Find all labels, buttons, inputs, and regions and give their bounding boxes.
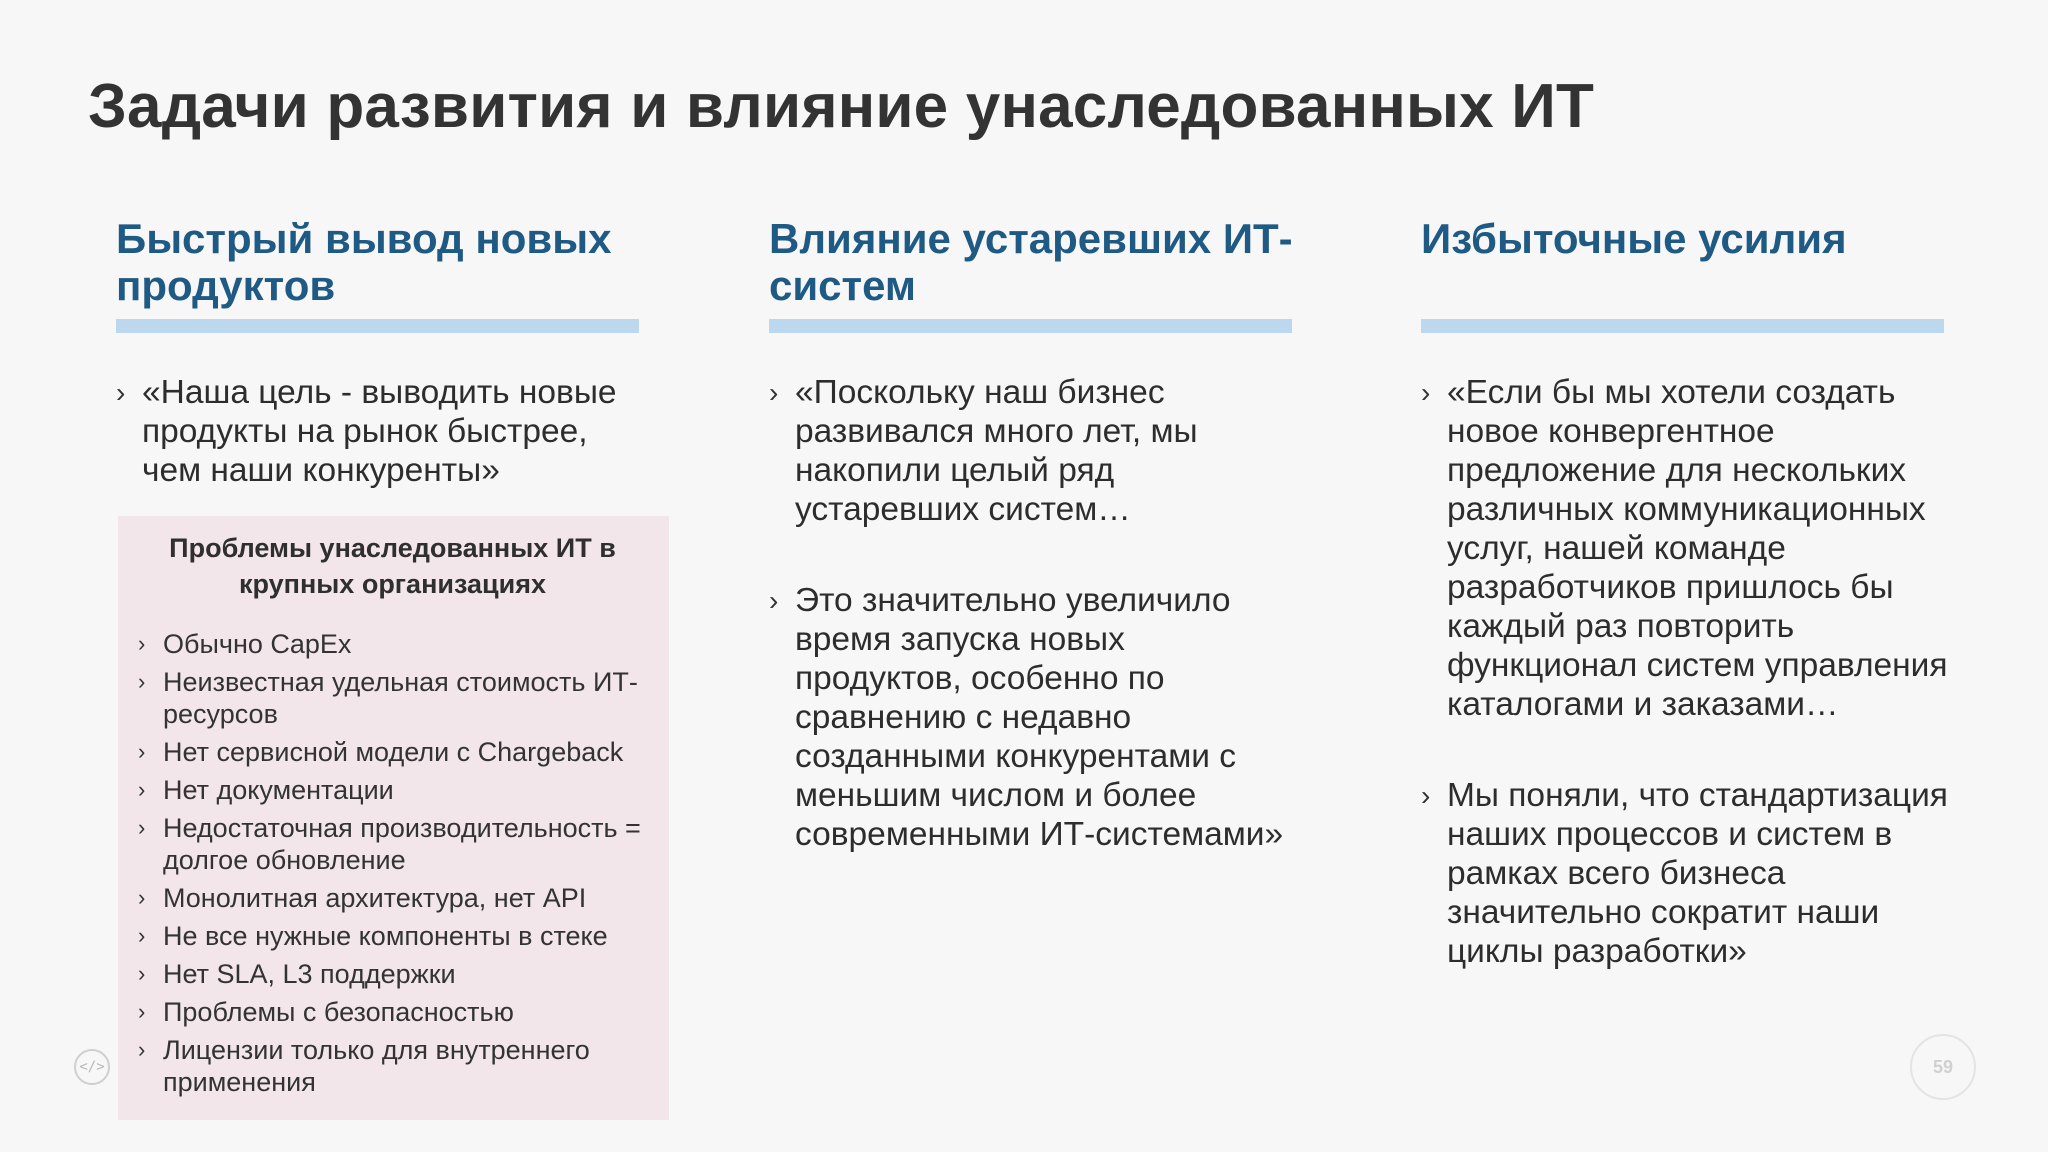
problem-item: [138, 628, 647, 660]
bullet-text: «Поскольку наш бизнес развивался много лет, мы накопили целый ряд устаревших систем…: [795, 374, 1198, 528]
chevron-right-icon: ›: [138, 999, 146, 1024]
bullet-item: [1421, 776, 1951, 971]
problem-text: Нет документации: [163, 775, 394, 805]
bullet-text: «Если бы мы хотели создать новое конвергентное предложение для нескольких различных коммуникационных услуг, нашей команде разработчиков пришлось бы каждый раз повторить функционал систем управления каталогами и заказами…: [1447, 374, 1948, 723]
bullet-list: [116, 373, 646, 490]
problem-text: Неизвестная удельная стоимость ИТ-ресурсов: [163, 667, 638, 729]
chevron-right-icon: ›: [138, 923, 146, 948]
chevron-right-icon: ›: [138, 631, 146, 656]
chevron-right-icon: ›: [138, 669, 146, 694]
column-heading: Влияние устаревших ИТ-систем: [769, 215, 1293, 309]
page-number: 59: [1910, 1034, 1976, 1100]
bullet-list: [1421, 373, 1951, 971]
problem-item: [138, 736, 647, 768]
chevron-right-icon: ›: [138, 739, 146, 764]
code-brackets-icon: </>: [74, 1049, 110, 1085]
problem-item: [138, 958, 647, 990]
bullet-text: Мы поняли, что стандартизация наших процессов и систем в рамках всего бизнеса значительно сократит наши циклы разработки»: [1447, 777, 1948, 970]
column-heading: Быстрый вывод новых продуктов: [116, 215, 612, 309]
chevron-right-icon: ›: [138, 777, 146, 802]
problem-item: [138, 920, 647, 952]
heading-underline: [769, 319, 1292, 333]
bullet-item: [769, 373, 1299, 529]
chevron-right-icon: ›: [1421, 780, 1431, 811]
problem-box-title: Проблемы унаследованных ИТ в крупных организациях: [169, 533, 616, 599]
column-redundant-effort: [1421, 215, 1951, 971]
problem-text: Монолитная архитектура, нет API: [163, 883, 587, 913]
heading-underline: [116, 319, 639, 333]
bullet-text: «Наша цель - выводить новые продукты на рынок быстрее, чем наши конкуренты»: [142, 374, 617, 489]
problem-text: Обычно CapEx: [163, 629, 352, 659]
chevron-right-icon: ›: [769, 377, 779, 408]
problem-item: [138, 774, 647, 806]
slide-title: Задачи развития и влияние унаследованных ИТ: [88, 72, 1595, 141]
problem-list: [138, 628, 647, 1098]
bullet-text: Это значительно увеличило время запуска новых продуктов, особенно по сравнению с недавно созданными конкурентами с меньшим числом и более современными ИТ-системами»: [795, 582, 1284, 853]
problem-item: [138, 666, 647, 730]
chevron-right-icon: ›: [138, 815, 146, 840]
column-heading: Избыточные усилия: [1421, 215, 1847, 262]
chevron-right-icon: ›: [116, 377, 126, 408]
column-fast-launch: [116, 215, 646, 490]
chevron-right-icon: ›: [138, 1037, 146, 1062]
problem-item: [138, 882, 647, 914]
problem-text: Недостаточная производительность = долгое обновление: [163, 813, 641, 875]
bullet-item: [1421, 373, 1951, 724]
chevron-right-icon: ›: [1421, 377, 1431, 408]
problem-text: Нет сервисной модели с Chargeback: [163, 737, 624, 767]
problem-text: Проблемы с безопасностью: [163, 997, 514, 1027]
problem-text: Лицензии только для внутреннего применения: [163, 1035, 590, 1097]
heading-underline: [1421, 319, 1944, 333]
chevron-right-icon: ›: [138, 961, 146, 986]
bullet-item: [769, 581, 1299, 854]
column-legacy-impact: [769, 215, 1299, 854]
problem-item: [138, 812, 647, 876]
chevron-right-icon: ›: [769, 585, 779, 616]
bullet-list: [769, 373, 1299, 854]
problem-text: Нет SLA, L3 поддержки: [163, 959, 456, 989]
legacy-problems-box: [118, 516, 669, 1120]
chevron-right-icon: ›: [138, 885, 146, 910]
bullet-item: [116, 373, 646, 490]
problem-item: [138, 1034, 647, 1098]
problem-text: Не все нужные компоненты в стеке: [163, 921, 608, 951]
problem-item: [138, 996, 647, 1028]
